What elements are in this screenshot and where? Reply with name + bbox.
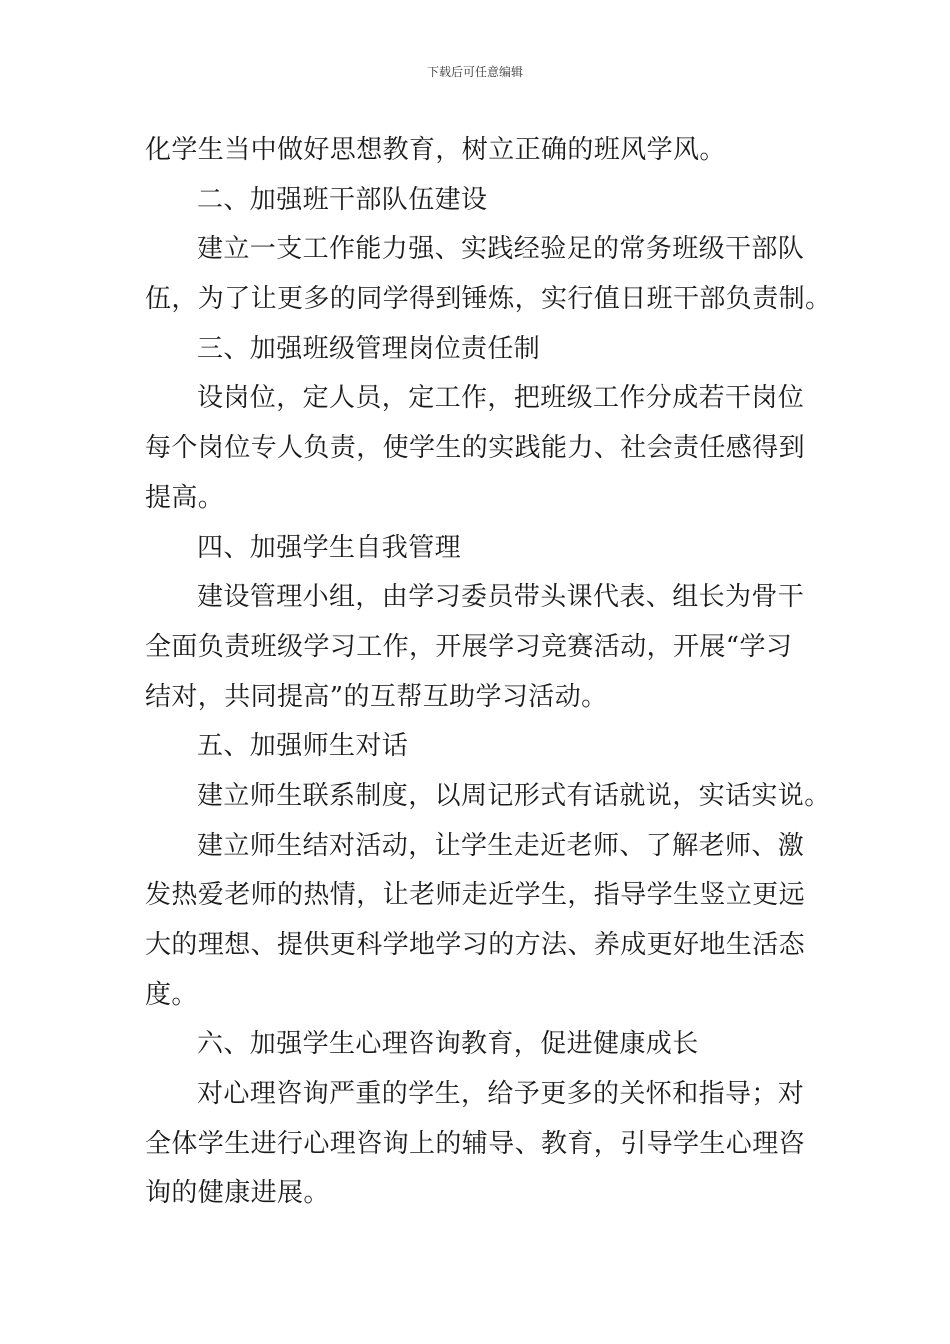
text-line-8: 提高。 bbox=[145, 482, 225, 513]
text-line-4: 伍，为了让更多的同学得到锤炼，实行值日班干部负责制。 bbox=[145, 284, 832, 315]
text-line-6: 设岗位，定人员，定工作，把班级工作分成若干岗位 bbox=[197, 383, 805, 414]
section-heading-3: 三、加强班级管理岗位责任制 bbox=[197, 333, 541, 364]
text-line-22: 询的健康进展。 bbox=[145, 1178, 330, 1209]
section-heading-6: 六、加强学生心理咨询教育，促进健康成长 bbox=[197, 1029, 699, 1060]
text-line-21: 全体学生进行心理咨询上的辅导、教育，引导学生心理咨 bbox=[145, 1128, 806, 1159]
document-body bbox=[145, 126, 832, 1219]
text-line-11: 全面负责班级学习工作，开展学习竞赛活动，开展“学习 bbox=[145, 631, 793, 662]
section-heading-4: 四、加强学生自我管理 bbox=[197, 532, 462, 563]
text-line-12: 结对，共同提高”的互帮互助学习活动。 bbox=[145, 681, 608, 712]
page-header-note: 下载后可任意编辑 bbox=[426, 65, 523, 79]
text-line-1: 化学生当中做好思想教育，树立正确的班风学风。 bbox=[145, 135, 726, 165]
text-line-17: 大的理想、提供更科学地学习的方法、养成更好地生活态 bbox=[145, 930, 806, 960]
text-line-15: 建立师生结对活动，让学生走近老师、了解老师、激 bbox=[197, 830, 805, 861]
section-heading-5: 五、加强师生对话 bbox=[197, 731, 409, 762]
text-line-10: 建设管理小组，由学习委员带头课代表、组长为骨干 bbox=[197, 582, 805, 613]
text-line-20: 对心理咨询严重的学生，给予更多的关怀和指导；对 bbox=[197, 1079, 805, 1110]
text-line-16: 发热爱老师的热情，让老师走近学生，指导学生竖立更远 bbox=[145, 880, 806, 911]
text-line-18: 度。 bbox=[145, 979, 198, 1010]
text-line-14: 建立师生联系制度，以周记形式有话就说，实话实说。 bbox=[197, 780, 831, 811]
text-line-3: 建立一支工作能力强、实践经验足的常务班级干部队 bbox=[197, 234, 805, 265]
section-heading-2: 二、加强班干部队伍建设 bbox=[197, 184, 488, 215]
text-line-7: 每个岗位专人负责，使学生的实践能力、社会责任感得到 bbox=[145, 433, 806, 464]
